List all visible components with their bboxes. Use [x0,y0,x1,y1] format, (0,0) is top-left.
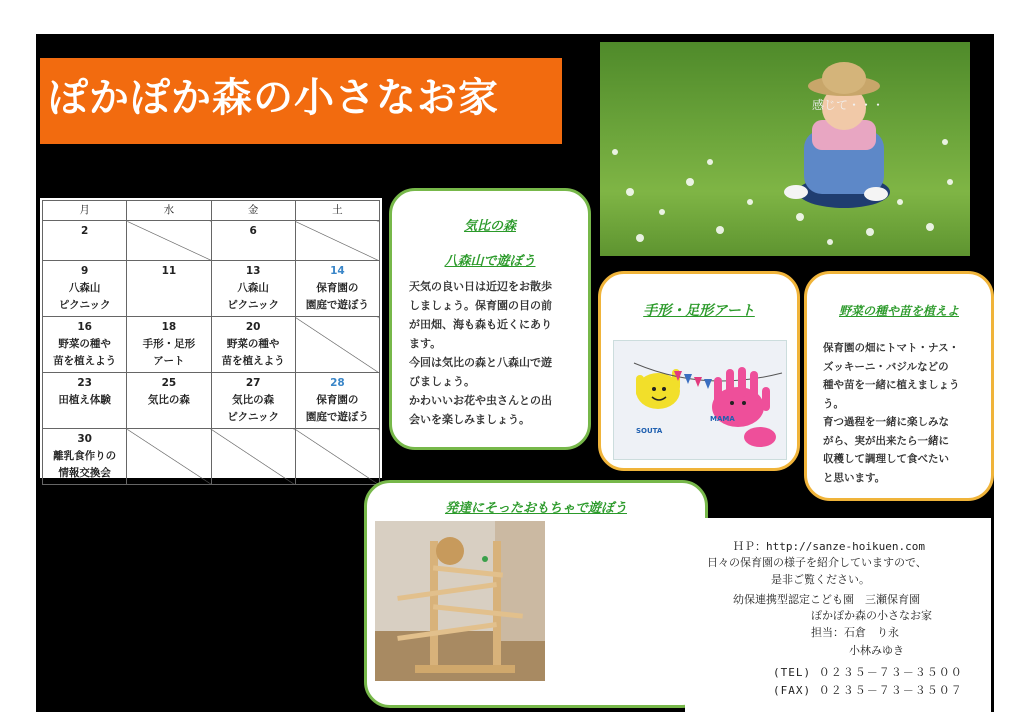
calendar-event-text: 保育園の 園庭で遊ぼう [305,394,369,423]
calendar-day-cell [211,373,295,429]
calendar-event-text: 田植え体験 [58,394,111,406]
art-card-title: 手形・足形アート [643,303,755,319]
calendar-day-number: 13 [245,265,261,277]
card-text-line: 天気の良い日は近辺をお散歩 [409,280,552,293]
calendar-event-text: 気比の森 [147,394,190,406]
card-text-line: しましょう。保育園の目の前 [409,299,552,312]
event-calendar [40,198,382,478]
calendar-day-cell [211,317,295,373]
calendar-day-number: 23 [77,377,92,389]
calendar-day-number: 30 [77,433,92,445]
toy-card [364,480,708,708]
card-text-line: 育つ過程を一緒に楽しみな [823,416,949,428]
calendar-day-number: 16 [77,321,92,333]
calendar-empty-cell [211,429,295,485]
forest-card [389,188,591,450]
calendar-event-text: 野菜の種や 苗を植えよう [53,338,117,367]
calendar-day-cell [43,317,127,373]
art-label-right: MAMA [710,415,735,423]
calendar-week-row [43,221,380,261]
calendar-event-text: 野菜の種や 苗を植えよう [221,338,285,367]
page-title: ぽかぽか森の小さなお家 [48,75,499,121]
calendar-day-cell [43,429,127,485]
calendar-day-cell [295,261,379,317]
calendar-table [42,200,380,485]
calendar-day-cell [211,221,295,261]
card-text-line: 今回は気比の森と八森山で遊 [409,356,552,369]
calendar-day-cell [127,317,211,373]
calendar-event-text: 離乳食作りの 情報交換会 [53,450,117,479]
calendar-header-row [43,201,380,221]
calendar-week-row [43,261,380,317]
card-text-line: びましょう。 [409,375,475,388]
calendar-day-number: 25 [161,377,177,389]
wooden-toy-photo [375,521,545,681]
photo-caption: 感じて・・・ [812,98,885,112]
card-text-line: 収穫して調理して食べたい [823,453,949,465]
forest-card-body [409,277,588,429]
baby-on-grass-photo [600,42,970,256]
card-text-line: と思います。 [823,471,886,484]
program-name: ぽかぽか森の小さなお家 [811,609,932,622]
calendar-day-cell [43,373,127,429]
card-text-line: ズッキーニ・バジルなどの [823,360,949,373]
calendar-day-number: 6 [249,225,257,237]
calendar-event-text: 八森山 ピクニック [227,282,280,311]
calendar-day-cell [295,373,379,429]
fax-number: (FAX) ０２３５－７３－３５０７ [773,684,963,697]
calendar-day-number: 28 [330,377,345,389]
contact-line1: 日々の保育園の様子を紹介していますので、 [707,556,927,569]
vegetable-card-title: 野菜の種や苗を植えよ [838,304,959,318]
calendar-event-text: 保育園の 園庭で遊ぼう [305,282,369,311]
toy-card-title: 発達にそったおもちゃで遊ぼう [444,501,627,516]
vegetable-card [804,271,994,501]
calendar-day-cell [211,261,295,317]
calendar-header-cell: 水 [127,201,211,221]
calendar-week-row [43,429,380,485]
calendar-empty-cell [127,429,211,485]
calendar-day-cell [127,261,211,317]
calendar-header-cell: 金 [211,201,295,221]
forest-card-subtitle: 八森山で遊ぼう [444,254,536,269]
calendar-event-text: 気比の森 ピクニック [227,394,280,423]
calendar-day-cell [43,261,127,317]
phone-number: (TEL) ０２３５－７３－３５００ [773,666,963,679]
handprint-art-photo [613,340,787,460]
calendar-day-cell [43,221,127,261]
card-text-line: う。 [823,397,844,410]
contact-info [685,518,991,712]
calendar-empty-cell [295,317,379,373]
calendar-event-text: 手形・足形 アート [142,338,196,367]
calendar-header-cell: 土 [295,201,379,221]
title-banner [40,58,562,144]
forest-card-title: 気比の森 [463,219,516,234]
calendar-day-number: 11 [161,265,177,277]
organization-name: 幼保連携型認定こども園 三瀬保育園 [733,593,920,606]
calendar-day-number: 2 [80,225,89,237]
card-text-line: かわいいお花や虫さんとの出 [409,394,552,407]
card-text-line: 保育園の畑にトマト・ナス・ [823,342,960,354]
contact-line2: 是非ご覧ください。 [771,573,870,586]
card-text-line: 会いを楽しみましょう。 [409,413,530,426]
calendar-empty-cell [295,429,379,485]
staff-name-2: 小林みゆき [849,644,904,657]
art-label-left: SOUTA [636,427,663,435]
art-card [598,271,800,471]
vegetable-card-body [823,339,991,487]
card-text-line: が田畑、海も森も近くにあり [409,318,552,331]
homepage-url[interactable]: ＨＰ：http://sanze-hoikuen.com [733,540,925,553]
card-text-line: 種や苗を一緒に植えましょう [823,379,960,391]
calendar-day-cell [127,373,211,429]
calendar-day-number: 18 [161,321,177,333]
card-text-line: がら、実が出来たら一緒に [823,434,949,447]
calendar-day-number: 9 [80,265,89,277]
calendar-header-cell: 月 [43,201,127,221]
calendar-week-row [43,373,380,429]
calendar-event-text: 八森山 ピクニック [58,282,111,311]
calendar-empty-cell [295,221,379,261]
calendar-day-number: 14 [330,265,345,277]
calendar-empty-cell [127,221,211,261]
card-text-line: ます。 [409,337,442,350]
calendar-week-row [43,317,380,373]
calendar-day-number: 27 [245,377,261,389]
calendar-day-number: 20 [245,321,261,333]
staff-name-1: 担当：石倉 り永 [811,626,899,639]
